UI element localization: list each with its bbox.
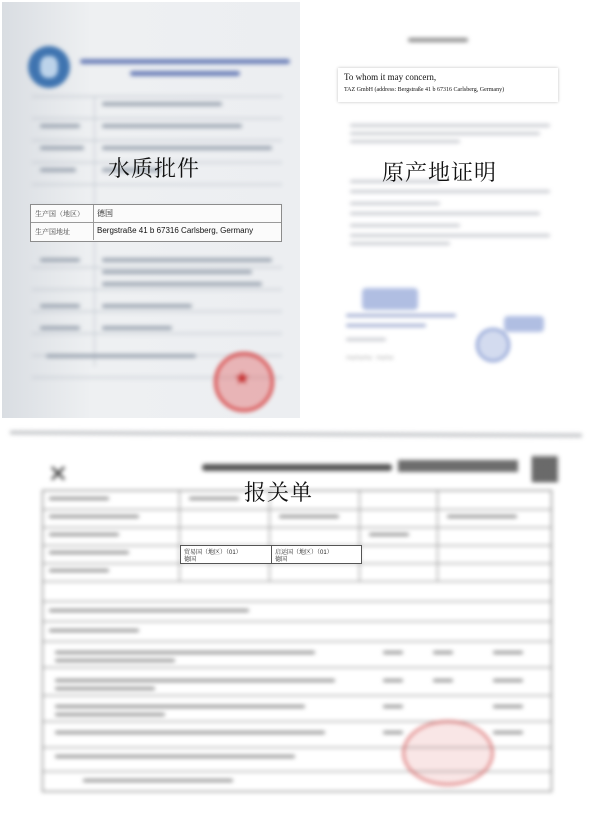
recipient-box xyxy=(338,68,558,102)
blurred-text xyxy=(46,354,196,358)
table-row xyxy=(31,223,281,240)
row-value: 德国 xyxy=(97,209,113,218)
origin-info-table xyxy=(30,204,282,242)
blurred-text xyxy=(102,282,262,286)
qr-code-icon xyxy=(532,456,558,482)
row-label: 生产国地址 xyxy=(35,229,70,236)
blurred-text xyxy=(40,304,80,308)
caption-origin-certificate: 原产地证明 xyxy=(382,161,498,186)
blurred-text xyxy=(102,124,242,128)
signature-scribble: ~~~ ~~ xyxy=(346,350,394,367)
blurred-text xyxy=(102,146,272,150)
blurred-text xyxy=(102,258,272,262)
blue-stamp xyxy=(362,288,418,310)
red-customs-seal xyxy=(402,720,494,786)
caption-customs-declaration: 报关单 xyxy=(244,481,314,506)
red-seal-stamp xyxy=(214,352,274,412)
blurred-text xyxy=(102,304,192,308)
blurred-text xyxy=(40,258,80,262)
blurred-text xyxy=(40,146,84,150)
blurred-text xyxy=(40,168,76,172)
blurred-text xyxy=(40,326,80,330)
row-value: Bergstraße 41 b 67316 Carlsberg, Germany xyxy=(97,226,254,235)
form-title-blurred xyxy=(202,464,392,471)
letter-heading-blurred xyxy=(408,38,468,42)
blurred-text xyxy=(102,270,252,274)
origin-certificate-document xyxy=(320,20,580,410)
round-blue-stamp xyxy=(476,328,510,362)
country-info-field xyxy=(180,545,362,564)
customs-emblem-icon: ✕ xyxy=(48,461,69,488)
row-label: 生产国（地区） xyxy=(35,211,84,218)
document-title-blurred xyxy=(80,54,290,76)
blurred-text xyxy=(102,326,172,330)
origin-country-cell: 启运国（地区）（01） 德国 xyxy=(271,546,362,563)
blurred-text xyxy=(40,124,80,128)
salutation: To whom it may concern, xyxy=(344,72,437,82)
section-divider xyxy=(10,431,582,438)
water-approval-document xyxy=(2,2,300,418)
form-number-blurred xyxy=(398,460,518,472)
caption-water-approval: 水质批件 xyxy=(108,157,201,182)
agency-emblem-icon xyxy=(28,46,70,88)
trade-country-cell: 贸易国（地区）（01） 德国 xyxy=(184,550,242,563)
blue-stamp xyxy=(504,316,544,332)
blurred-text xyxy=(102,102,222,106)
table-row xyxy=(31,205,281,223)
company-address: TAZ GmbH (address: Bergstraße 41 b 67316 Carlsberg, Germany) xyxy=(344,87,505,93)
